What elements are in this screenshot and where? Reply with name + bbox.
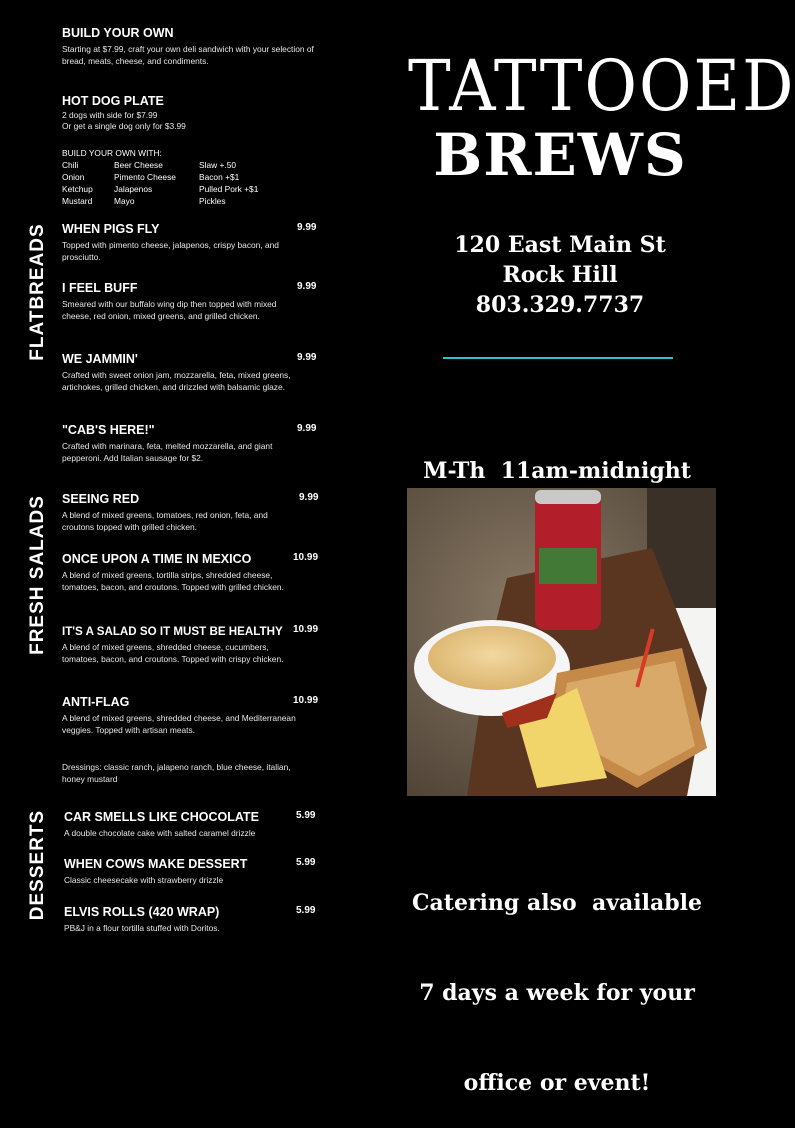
menu-item-title: WHEN COWS MAKE DESSERT <box>64 857 248 871</box>
menu-item-title: CAR SMELLS LIKE CHOCOLATE <box>64 810 259 824</box>
toppings-heading: BUILD YOUR OWN WITH: <box>62 148 162 158</box>
menu-item-price: 9.99 <box>297 352 317 363</box>
menu-item-desc: A blend of mixed greens, shredded cheese, and Mediterranean veggies. Topped with artisan meats. <box>62 713 296 735</box>
menu-item-desc: A double chocolate cake with salted caramel drizzle <box>64 828 256 838</box>
menu-item <box>62 222 302 263</box>
address-city: Rock Hill <box>502 262 618 288</box>
topping: Jalapenos <box>114 184 153 194</box>
menu-item-desc: A blend of mixed greens, shredded cheese, cucumbers, tomatoes, bacon, and croutons. Topped with crispy chicken. <box>62 642 284 664</box>
build-your-own-desc: Starting at $7.99, craft your own deli sandwich with your selection of bread, meats, cheese, and condiments. <box>62 44 314 66</box>
hot-dog-line2: Or get a single dog only for $3.99 <box>62 121 186 131</box>
menu-item-price: 9.99 <box>297 423 317 434</box>
menu-item <box>62 624 302 665</box>
topping: Mustard <box>62 196 93 206</box>
divider <box>443 357 673 359</box>
menu-item-price: 5.99 <box>296 810 316 821</box>
menu-item-title: SEEING RED <box>62 492 140 506</box>
address-phone: 803.329.7737 <box>475 292 645 318</box>
address-street: 120 East Main St <box>454 232 666 258</box>
menu-item-title: ELVIS ROLLS (420 WRAP) <box>64 905 220 919</box>
menu-item-title: WE JAMMIN' <box>62 352 138 366</box>
menu-item <box>64 905 304 934</box>
topping: Chili <box>62 160 79 170</box>
menu-item-price: 10.99 <box>293 695 319 706</box>
dressings-text: Dressings: classic ranch, jalapeno ranch, blue cheese, italian, honey mustard <box>62 762 291 784</box>
topping: Slaw +.50 <box>199 160 237 170</box>
build-your-own-title: BUILD YOUR OWN <box>62 26 174 40</box>
catering-block <box>412 828 702 1128</box>
menu-item-title: WHEN PIGS FLY <box>62 222 160 236</box>
menu-item-title: "CAB'S HERE!" <box>62 423 155 437</box>
menu-item-price: 10.99 <box>293 552 319 563</box>
topping: Pimento Cheese <box>114 172 176 182</box>
topping: Pulled Pork +$1 <box>199 184 259 194</box>
menu-item <box>62 552 302 593</box>
menu-item-price: 9.99 <box>297 222 317 233</box>
menu-item-price: 9.99 <box>297 281 317 292</box>
topping: Onion <box>62 172 85 182</box>
logo-line1: TATTOOED <box>408 46 795 128</box>
catering-line1: Catering also available <box>412 890 702 916</box>
menu-item-price: 5.99 <box>296 905 316 916</box>
menu-item-title: IT'S A SALAD SO IT MUST BE HEALTHY <box>62 625 283 638</box>
logo-line2: BREWS <box>433 121 687 189</box>
topping: Ketchup <box>62 184 93 194</box>
menu-item-desc: A blend of mixed greens, tomatoes, red onion, feta, and croutons topped with grilled chicken. <box>62 510 268 532</box>
menu-item <box>62 492 302 533</box>
menu-item-title: ANTI-FLAG <box>62 695 130 709</box>
menu-item-desc: PB&J in a flour tortilla stuffed with Doritos. <box>64 923 220 933</box>
menu-item-title: I FEEL BUFF <box>62 281 138 295</box>
section-label-salads: FRESH SALADS <box>27 495 48 655</box>
hot-dog-toppings <box>62 147 302 207</box>
menu-item-price: 10.99 <box>293 624 319 635</box>
menu-item <box>64 810 304 839</box>
hot-dog-title: HOT DOG PLATE <box>62 94 164 108</box>
menu-item-desc: Crafted with sweet onion jam, mozzarella, feta, mixed greens, artichokes, grilled chicken, and drizzled with balsamic glaze. <box>62 370 291 392</box>
section-label-desserts: DESSERTS <box>27 809 48 921</box>
section-label-flatbreads: FLATBREADS <box>27 223 48 361</box>
dressings-note <box>62 759 302 785</box>
food-photo <box>407 488 716 796</box>
brand-logo <box>408 46 795 189</box>
menu-item-desc: Crafted with marinara, feta, melted mozzarella, and giant pepperoni. Add Italian sausage for $2. <box>62 441 273 463</box>
hot-dog-line1: 2 dogs with side for $7.99 <box>62 110 158 120</box>
catering-line2: 7 days a week for your <box>419 980 695 1006</box>
menu-item-title: ONCE UPON A TIME IN MEXICO <box>62 552 252 566</box>
menu-item-desc: Topped with pimento cheese, jalapenos, crispy bacon, and prosciutto. <box>62 240 279 262</box>
menu-item-price: 5.99 <box>296 857 316 868</box>
menu-item-price: 9.99 <box>299 492 319 503</box>
topping: Bacon +$1 <box>199 172 240 182</box>
catering-line3: office or event! <box>463 1070 651 1096</box>
address-block <box>420 230 700 320</box>
menu-item-desc: Classic cheesecake with strawberry drizzle <box>64 875 224 885</box>
hours-line1: M-Th 11am-midnight <box>423 458 691 484</box>
menu-item <box>62 352 302 393</box>
topping: Beer Cheese <box>114 160 163 170</box>
menu-item <box>62 695 302 736</box>
topping: Mayo <box>114 196 135 206</box>
menu-item <box>64 857 304 886</box>
menu-item <box>62 423 302 464</box>
build-your-own <box>62 26 322 67</box>
food-photo-illustration <box>407 488 716 796</box>
menu-item <box>62 281 302 322</box>
menu-item-desc: A blend of mixed greens, tortilla strips, shredded cheese, tomatoes, bacon, and croutons. Topped with grilled chicken. <box>62 570 284 592</box>
topping: Pickles <box>199 196 226 206</box>
menu-item-desc: Smeared with our buffalo wing dip then topped with mixed cheese, red onion, mixed greens, and grilled chicken. <box>62 299 277 321</box>
hot-dog-plate <box>62 94 322 132</box>
